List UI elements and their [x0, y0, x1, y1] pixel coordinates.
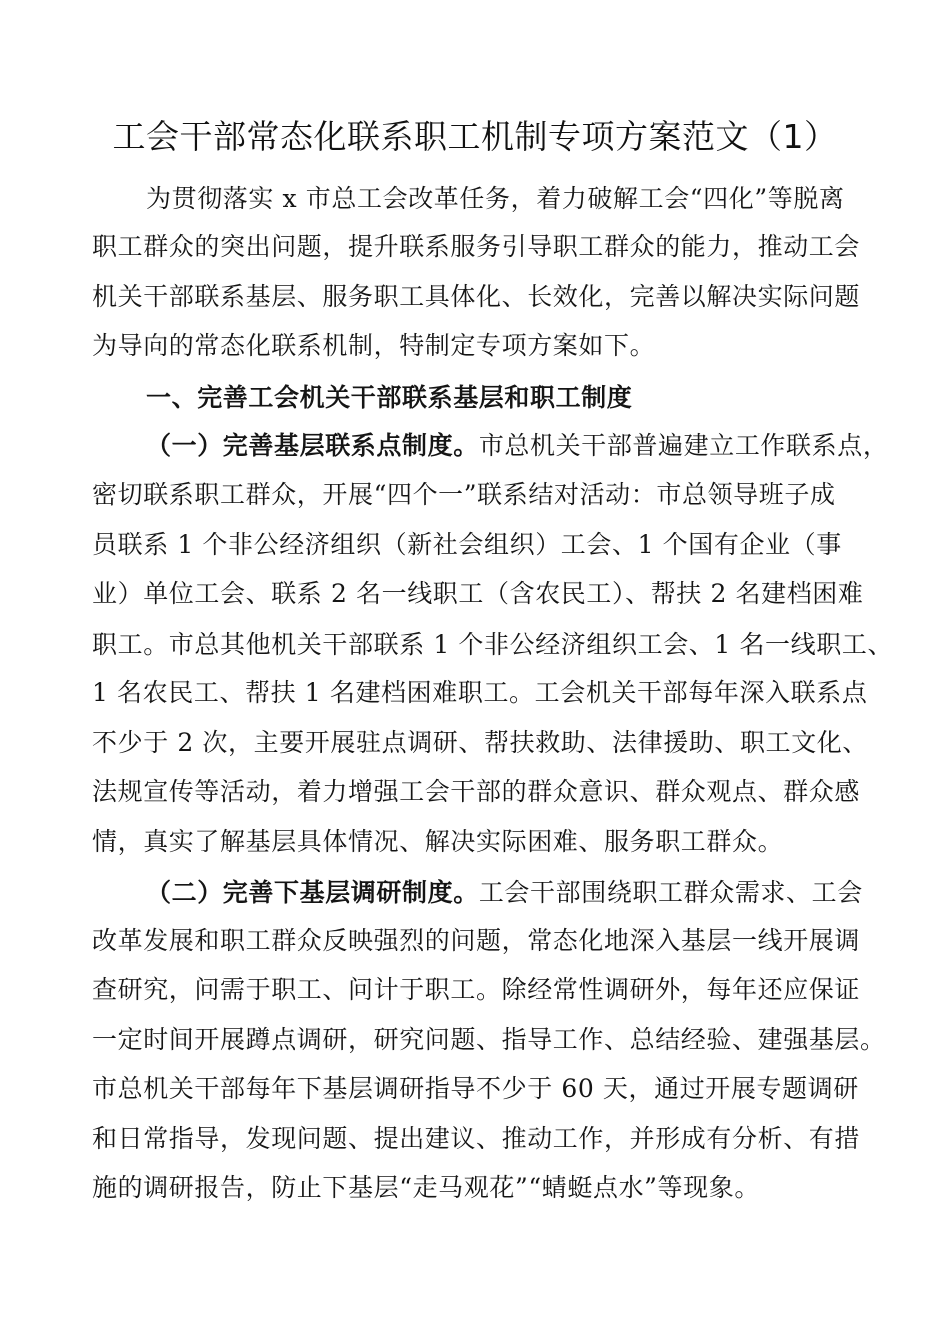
body-line: 不少于 2 次，主要开展驻点调研、帮扶救助、法律援助、职工文化、 [92, 728, 869, 757]
body-line: 业）单位工会、联系 2 名一线职工（含农民工）、帮扶 2 名建档困难 [92, 579, 864, 608]
body-line: 查研究，问需于职工、问计于职工。除经常性调研外，每年还应保证 [92, 975, 861, 1004]
body-line: 情，真实了解基层具体情况、解决实际困难、服务职工群众。 [92, 827, 784, 856]
subsection-title: （一）完善基层联系点制度。 [146, 431, 479, 460]
intro-line: 为贯彻落实 x 市总工会改革任务，着力破解工会“四化”等脱离 [146, 184, 845, 213]
section-heading: 一、完善工会机关干部联系基层和职工制度 [146, 383, 633, 412]
intro-line: 机关干部联系基层、服务职工具体化、长效化，完善以解决实际问题 [92, 282, 861, 311]
body-line: 改革发展和职工群众反映强烈的问题，常态化地深入基层一线开展调 [92, 926, 861, 955]
subsection-text: 工会干部围绕职工群众需求、工会 [478, 878, 863, 907]
body-line: 施的调研报告，防止下基层“走马观花”“蜻蜓点水”等现象。 [92, 1173, 760, 1202]
body-line: 员联系 1 个非公经济组织（新社会组织）工会、1 个国有企业（事 [92, 530, 842, 559]
document-title: 工会干部常态化联系职工机制专项方案范文（1） [112, 117, 838, 156]
body-line: 职工。市总其他机关干部联系 1 个非公经济组织工会、1 名一线职工、 [92, 630, 894, 659]
body-line: 1 名农民工、帮扶 1 名建档困难职工。工会机关干部每年深入联系点 [92, 678, 868, 707]
intro-line: 职工群众的突出问题，提升联系服务引导职工群众的能力，推动工会 [92, 232, 861, 261]
subsection-first-line [146, 428, 888, 464]
body-line: 市总机关干部每年下基层调研指导不少于 60 天，通过开展专题调研 [92, 1074, 859, 1103]
subsection-first-line [146, 875, 863, 911]
body-line: 密切联系职工群众，开展“四个一”联系结对活动：市总领导班子成 [92, 480, 836, 509]
body-line: 法规宣传等活动，着力增强工会干部的群众意识、群众观点、群众感 [92, 777, 861, 806]
body-line: 一定时间开展蹲点调研，研究问题、指导工作、总结经验、建强基层。 [92, 1025, 886, 1054]
subsection-text: 市总机关干部普遍建立工作联系点， [478, 431, 889, 460]
subsection-title: （二）完善下基层调研制度。 [146, 878, 479, 907]
body-line: 和日常指导，发现问题、提出建议、推动工作，并形成有分析、有措 [92, 1124, 861, 1153]
intro-line: 为导向的常态化联系机制，特制定专项方案如下。 [92, 331, 656, 360]
